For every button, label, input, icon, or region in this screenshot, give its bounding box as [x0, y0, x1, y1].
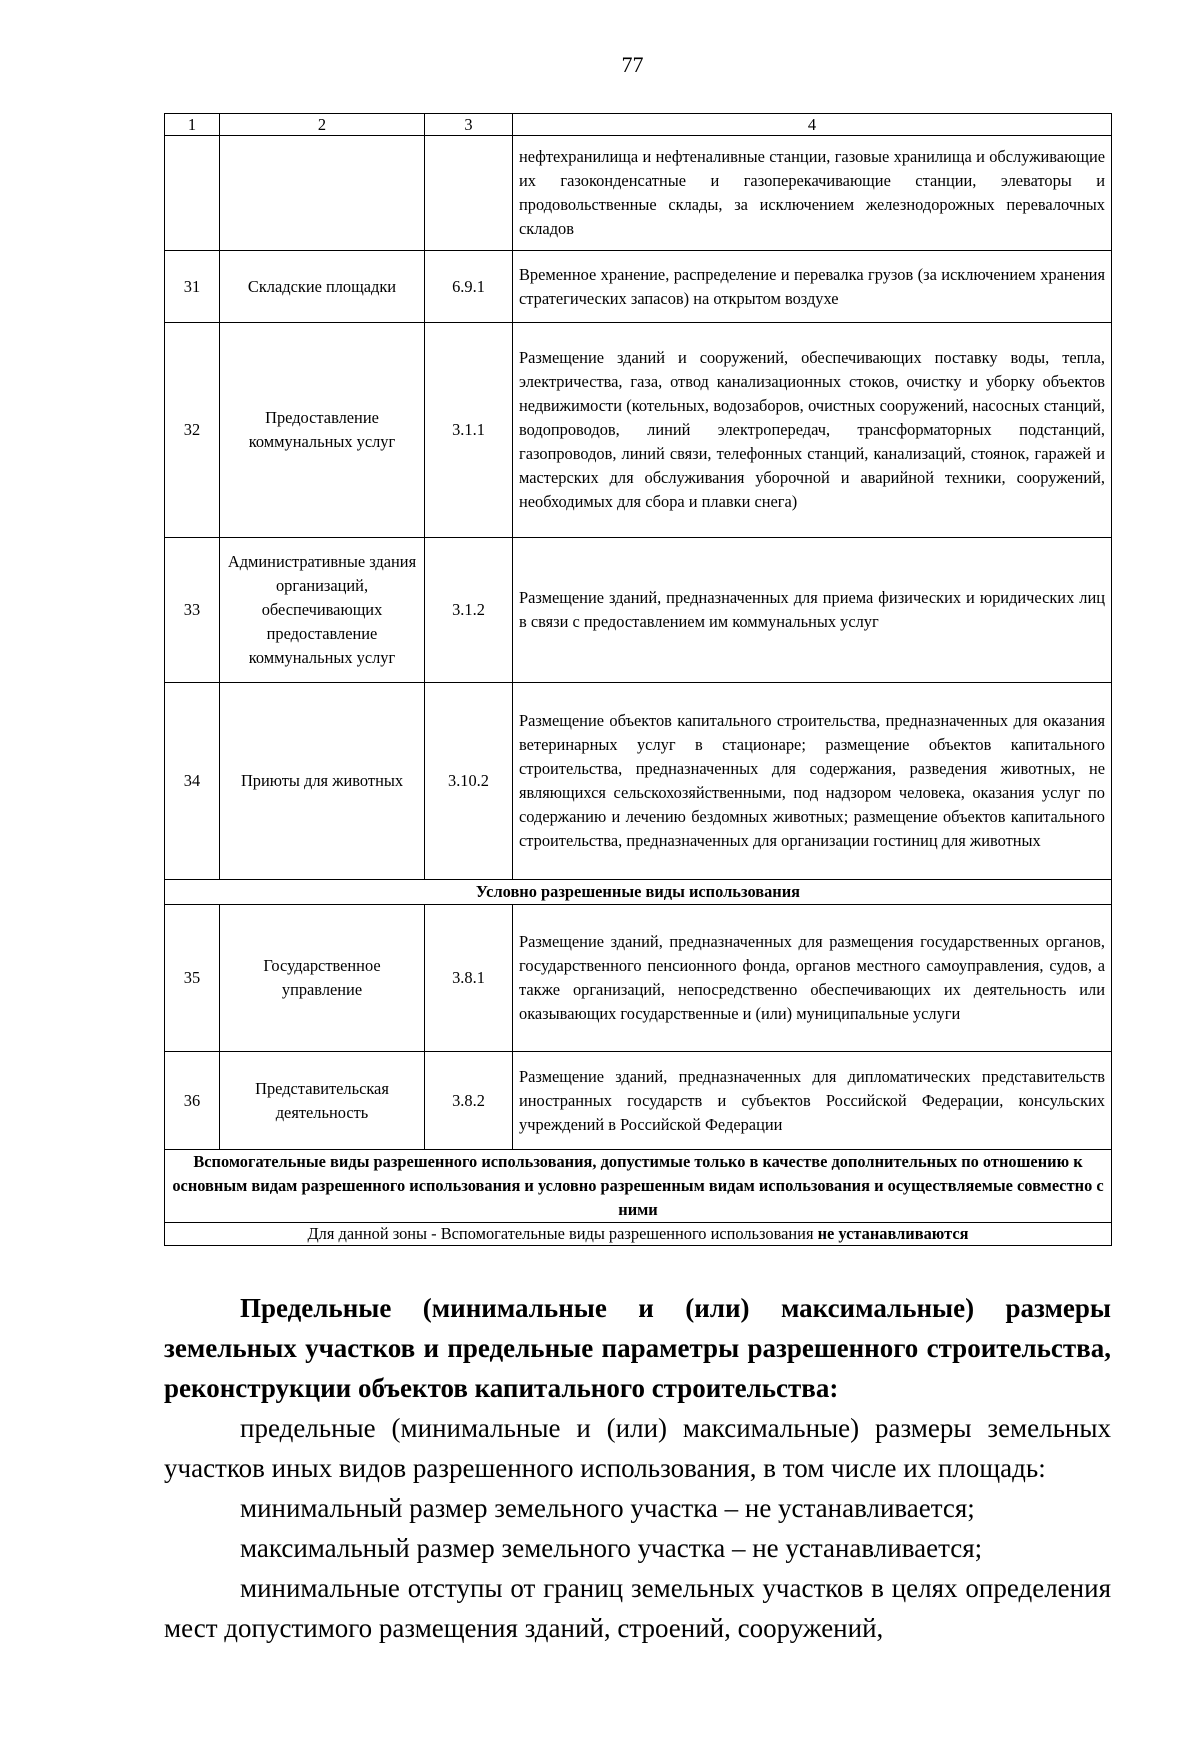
use-type-code: 3.10.2 — [425, 683, 513, 880]
body-text — [164, 1288, 1111, 1648]
row-number: 33 — [165, 538, 220, 683]
limits-heading: Предельные (минимальные и (или) максимальные) размеры земельных участков и предельные параметры разрешенного строительства, реконструкции объектов капитального строительства: — [164, 1293, 1111, 1403]
table-row — [165, 323, 1112, 538]
table-row — [165, 683, 1112, 880]
use-type-name: Административные здания организаций, обеспечивающих предоставление коммунальных услуг — [220, 538, 425, 683]
section-conditional-heading: Условно разрешенные виды использования — [165, 880, 1112, 905]
use-type-name: Складские площадки — [220, 251, 425, 323]
table-row — [165, 1052, 1112, 1150]
column-header: 2 — [220, 114, 425, 136]
use-type-name: Предоставление коммунальных услуг — [220, 323, 425, 538]
paragraph: минимальные отступы от границ земельных участков в целях определения мест допустимого размещения зданий, строений, сооружений, — [164, 1573, 1111, 1643]
table-header-row — [165, 114, 1112, 136]
use-type-description: Размещение зданий и сооружений, обеспечивающих поставку воды, тепла, электричества, газа, отвод канализационных стоков, очистку и уборку объектов недвижимости (котельных, водозаборов, очистных сооружений, насосных станций, водопроводов, линий электропередач, трансформаторных подстанций, газопроводов, линий связи, телефонных станций, канализаций, стоянок, гаражей и мастерских для обслуживания уборочной и аварийной техники, сооружений, необходимых для сбора и плавки снега) — [513, 323, 1112, 538]
auxiliary-note-prefix: Для данной зоны - Вспомогательные виды разрешенного использования — [307, 1224, 814, 1243]
table-row — [165, 136, 1112, 251]
use-type-name: Государственное управление — [220, 905, 425, 1052]
use-type-description: Размещение зданий, предназначенных для приема физических и юридических лиц в связи с предоставлением им коммунальных услуг — [513, 538, 1112, 683]
use-type-description: нефтехранилища и нефтеналивные станции, газовые хранилища и обслуживающие их газоконденсатные и газоперекачивающие станции, элеваторы и продовольственные склады, за исключением железнодорожных перевалочных складов — [513, 136, 1112, 251]
paragraph: минимальный размер земельного участка – не устанавливается; — [240, 1493, 975, 1523]
use-type-name: Приюты для животных — [220, 683, 425, 880]
use-type-name — [220, 136, 425, 251]
use-type-code: 3.1.1 — [425, 323, 513, 538]
section-auxiliary-heading: Вспомогательные виды разрешенного использования, допустимые только в качестве дополнительных по отношению к основным видам разрешенного использования и условно разрешенным видам использования и осуществляемые совместно с ними — [165, 1150, 1112, 1223]
table-row — [165, 538, 1112, 683]
use-type-code: 3.8.1 — [425, 905, 513, 1052]
use-type-code: 6.9.1 — [425, 251, 513, 323]
row-number — [165, 136, 220, 251]
column-header: 1 — [165, 114, 220, 136]
use-type-code: 3.1.2 — [425, 538, 513, 683]
column-header: 3 — [425, 114, 513, 136]
footer-row — [165, 1223, 1112, 1246]
use-type-description: Размещение объектов капитального строительства, предназначенных для оказания ветеринарных услуг в стационаре; размещение объектов капитального строительства, предназначенных для содержания, разведения животных, не являющихся сельскохозяйственными, под надзором человека, оказания услуг по содержанию и лечению бездомных животных; размещение объектов капитального строительства, предназначенных для организации гостиниц для животных — [513, 683, 1112, 880]
row-number: 35 — [165, 905, 220, 1052]
use-type-description: Размещение зданий, предназначенных для размещения государственных органов, государственного пенсионного фонда, органов местного самоуправления, судов, а также организаций, непосредственно обеспечивающих их деятельность или оказывающих государственные и (или) муниципальные услуги — [513, 905, 1112, 1052]
section-row — [165, 880, 1112, 905]
table-row — [165, 251, 1112, 323]
auxiliary-note-bold: не устанавливаются — [817, 1224, 969, 1243]
use-type-name: Представительская деятельность — [220, 1052, 425, 1150]
use-type-code — [425, 136, 513, 251]
row-number: 31 — [165, 251, 220, 323]
section-row — [165, 1150, 1112, 1223]
column-header: 4 — [513, 114, 1112, 136]
row-number: 32 — [165, 323, 220, 538]
use-type-description: Размещение зданий, предназначенных для дипломатических представительств иностранных государств и субъектов Российской Федерации, консульских учреждений в Российской Федерации — [513, 1052, 1112, 1150]
table-row — [165, 905, 1112, 1052]
land-use-table — [164, 113, 1112, 1246]
row-number: 36 — [165, 1052, 220, 1150]
use-type-code: 3.8.2 — [425, 1052, 513, 1150]
auxiliary-note — [165, 1223, 1112, 1246]
row-number: 34 — [165, 683, 220, 880]
paragraph: предельные (минимальные и (или) максимальные) размеры земельных участков иных видов разрешенного использования, в том числе их площадь: — [164, 1413, 1111, 1483]
use-type-description: Временное хранение, распределение и перевалка грузов (за исключением хранения стратегических запасов) на открытом воздухе — [513, 251, 1112, 323]
page-number: 77 — [621, 52, 644, 77]
paragraph: максимальный размер земельного участка – не устанавливается; — [240, 1533, 983, 1563]
